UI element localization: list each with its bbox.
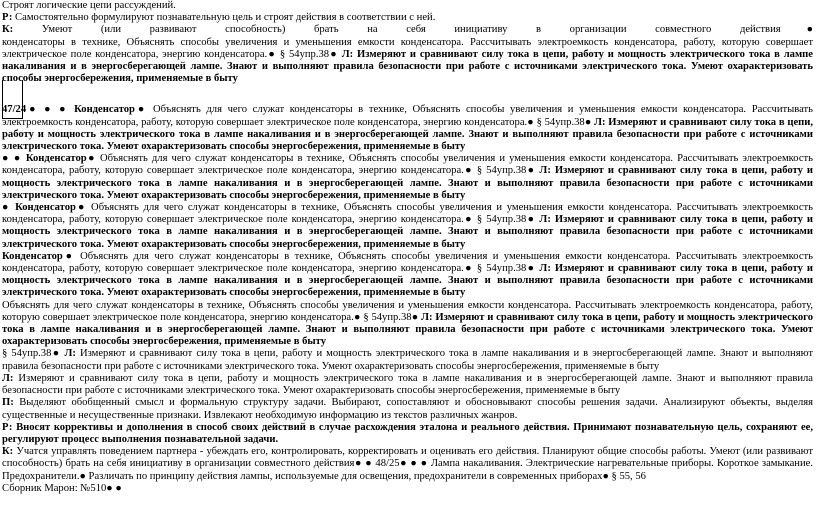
text: Объяснять для чего служат конденсаторы в технике, Объяснять способы увеличения и уменьшения емкости конденсатора. Рассчитывать электроемкость конденсатора, работу, которую совершает электрическое поле конденсатора, энергию конденсатора.● § 54упр.38● bbox=[2, 104, 813, 128]
text: конденсаторы в технике, Объяснять способы увеличения и уменьшения емкости конденсатора. Рассчитывать электроемкость конденсатора, работу, которую совершает электрическое поле конденсатора, энергию конденсатора.● § 54упр.38● bbox=[2, 36, 813, 60]
label-l: Л: bbox=[2, 372, 14, 384]
label-l: Л: bbox=[539, 214, 551, 226]
label-l: Л: bbox=[341, 48, 354, 60]
text: Объяснять для чего служат конденсаторы в технике, Объяснять способы увеличения и уменьшения емкости конденсатора. Рассчитывать электроемкость конденсатора, работу, которую совершает электрическое поле конденсатора, энергию конденсатора.● § 54упр.38● bbox=[2, 153, 813, 177]
text: Строят логические цепи рассуждений. bbox=[2, 0, 176, 11]
text: Измеряют и сравнивают силу тока в цепи, работу и мощность электрического тока в лампе накаливания и в энергосберегающей лампе. Знают и выполняют правила безопасности при работе с источниками электрического тока. Умеют охарактеризовать способы энергосбережения, применяемые в быту bbox=[2, 165, 813, 201]
label-r: Р: bbox=[2, 12, 13, 24]
text: § 54упр.38● bbox=[2, 348, 61, 360]
paragraph bbox=[2, 37, 813, 86]
paragraph bbox=[2, 300, 813, 349]
label-l: Л: bbox=[594, 116, 606, 128]
text-line bbox=[2, 483, 813, 495]
spacer bbox=[2, 85, 813, 104]
text-line bbox=[2, 0, 813, 12]
label-l: Л: bbox=[421, 311, 433, 323]
paragraph bbox=[2, 422, 813, 446]
paragraph bbox=[2, 348, 813, 372]
text: Учатся управлять поведением партнера - убеждать его, контролировать, корректировать и оценивать его действия. Планируют общие способы работы. Умеют (или развивают способность) брать на себя инициативу в организации совместного действия● ● 48/25● ● ● Лампа накаливания. Электрические нагревательные приборы. Короткое замыкание. Предохранители.● Различать по принципу действия лампы, используемые для освещения, предохранители в современных приборах● § 55, 56 bbox=[2, 446, 813, 482]
paragraph bbox=[2, 397, 813, 421]
item-heading: Конденсатор● bbox=[2, 250, 75, 262]
paragraph bbox=[2, 202, 813, 251]
paragraph bbox=[2, 251, 813, 300]
label-k: К: bbox=[2, 24, 14, 36]
label-l: Л: bbox=[539, 165, 551, 177]
paragraph bbox=[2, 153, 813, 202]
text: Самостоятельно формулируют познавательную цель и строят действия в соответствии с ней. bbox=[12, 12, 436, 24]
text: Измеряют и сравнивают силу тока в цепи, работу и мощность электрического тока в лампе накаливания и в энергосберегающей лампе. Знают и выполняют правила безопасности при работе с источниками электрического тока. Умеют охарактеризовать способы энергосбережения, применяемые в быту bbox=[2, 214, 813, 250]
text: Измеряют и сравнивают силу тока в цепи, работу и мощность электрического тока в лампе накаливания и в энергосберегающей лампе. Знают и выполняют правила безопасности при работе с источниками электрического тока. Умеют охарактеризовать способы энергосбережения, применяемые в быту bbox=[2, 263, 813, 299]
text-line bbox=[2, 24, 813, 36]
text: Объяснять для чего служат конденсаторы в технике, Объяснять способы увеличения и уменьшения емкости конденсатора. Рассчитывать электроемкость конденсатора, работу, которую совершает электрическое поле конденсатора, энергию конденсатора.● § 54упр.38● bbox=[2, 202, 813, 226]
paragraph bbox=[2, 373, 813, 397]
item-heading: ● ● Конденсатор● bbox=[2, 153, 96, 165]
document-page bbox=[2, 0, 813, 495]
text: Сборник Марон: №510● ● bbox=[2, 482, 122, 494]
label-l: Л: bbox=[64, 348, 76, 360]
text: Объяснять для чего служат конденсаторы в технике, Объяснять способы увеличения и уменьшения емкости конденсатора. Рассчитывать электроемкость конденсатора, работу, которую совершает электрическое поле конденсатора, энергию конденсатора.● § 54упр.38● bbox=[2, 299, 813, 323]
label-r: Р: bbox=[2, 421, 13, 433]
item-heading: 47/24● ● ● Конденсатор● bbox=[2, 104, 148, 116]
label-p: П: bbox=[2, 397, 14, 409]
label-k: К: bbox=[2, 446, 14, 458]
text: Измеряют и сравнивают силу тока в цепи, работу и мощность электрического тока в лампе накаливания и в энергосберегающей лампе. Знают и выполняют правила безопасности при работе с источниками электрического тока. Умеют охарактеризовать способы энергосбережения, применяемые в быту bbox=[2, 116, 814, 153]
text: Измеряют и сравнивают силу тока в цепи, работу и мощность электрического тока в лампе накаливания и в энергосберегающей лампе. Знают и выполняют правила безопасности при работе с источниками электрического тока. Умеют охарактеризовать способы энергосбережения, применяемые в быту bbox=[2, 348, 813, 372]
text: Объяснять для чего служат конденсаторы в технике, Объяснять способы увеличения и уменьшения емкости конденсатора. Рассчитывать электроемкость конденсатора, работу, которую совершает электрическое поле конденсатора, энергию конденсатора.● § 54упр.38● bbox=[2, 250, 813, 275]
text: Вносят коррективы и дополнения в способ своих действий в случае расхождения эталона и реального действия. Принимают познавательную цель, сохраняют ее, регулируют процесс выполнения познавательной задачи. bbox=[2, 421, 813, 445]
label-l: Л: bbox=[539, 263, 551, 275]
item-heading: ● Конденсатор● bbox=[2, 202, 87, 214]
text: Измеряют и сравнивают силу тока в цепи, работу и мощность электрического тока в лампе накаливания и в энергосберегающей лампе. Знают и выполняют правила безопасности при работе с источниками электрического тока. Умеют охарактеризовать способы энергосбережения, применяемые в быту bbox=[2, 311, 813, 348]
text: Измеряют и сравнивают силу тока в цепи, работу и мощность электрического тока в лампе накаливания и в энергосберегающей лампе. Знают и выполняют правила безопасности при работе с источниками электрического тока. Умеют охарактеризовать способы энергосбережения, применяемые в быту bbox=[2, 48, 813, 85]
text: Измеряют и сравнивают силу тока в цепи, работу и мощность электрического тока в лампе накаливания и в энергосберегающей лампе. Знают и выполняют правила безопасности при работе с источниками электрического тока. Умеют охарактеризовать способы энергосбережения, применяемые в быту bbox=[2, 372, 813, 397]
text: Умеют (или развивают способность) брать на себя инициативу в организации совместного действия● bbox=[13, 24, 813, 36]
text-line bbox=[2, 12, 813, 24]
paragraph bbox=[2, 446, 813, 483]
text: Выделяют обобщенный смысл и формальную структуру задачи. Выбирают, сопоставляют и обосновывают способы решения задачи. Анализируют объекты, выделяя существенные и несущественные признаки. Извлекают необходимую информацию из текстов различных жанров. bbox=[2, 397, 813, 421]
paragraph bbox=[2, 104, 813, 153]
table-cell-border bbox=[2, 80, 23, 119]
